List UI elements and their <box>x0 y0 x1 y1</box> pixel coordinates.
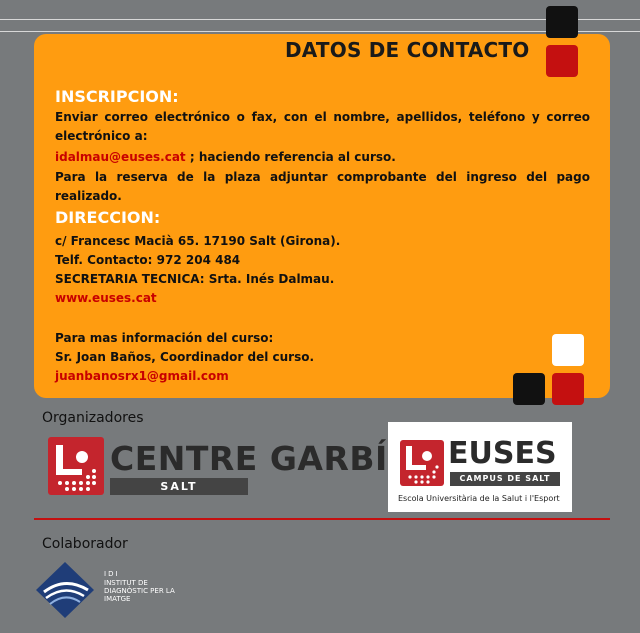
inscripcion-email-link[interactable]: idalmau@euses.cat <box>55 150 186 164</box>
idi-logo-description: INSTITUT DE DIAGNÒSTIC PER LA IMATGE <box>104 579 175 603</box>
direccion-heading: DIRECCION: <box>55 208 161 227</box>
decor-square-white <box>552 334 584 366</box>
inscripcion-email-suffix: ; haciendo referencia al curso. <box>185 150 396 164</box>
direccion-address: c/ Francesc Macià 65. 17190 Salt (Girona). <box>55 234 341 248</box>
euses-logo-mark <box>400 440 444 486</box>
centre-garbi-logo <box>48 437 388 497</box>
garbi-logo-mark <box>48 437 104 495</box>
decor-square-black-top <box>546 6 578 38</box>
euses-logo-subtitle: CAMPUS DE SALT <box>450 472 560 486</box>
inscripcion-heading: INSCRIPCION: <box>55 87 179 106</box>
info-line-1: Para mas información del curso: <box>55 331 274 345</box>
euses-logo-caption: Escola Universitària de la Salut i l'Esport <box>398 494 560 503</box>
direccion-web-link[interactable]: www.euses.cat <box>55 291 157 305</box>
info-email-link[interactable]: juanbanosrx1@gmail.com <box>55 369 229 383</box>
decor-square-red-bottom <box>552 373 584 405</box>
inscripcion-reserva-text: Para la reserva de la plaza adjuntar comprobante del ingreso del pago realizado. <box>55 170 590 203</box>
direccion-secretaria: SECRETARIA TECNICA: Srta. Inés Dalmau. <box>55 272 335 286</box>
top-rule-2 <box>0 31 640 32</box>
decor-square-red-top <box>546 45 578 77</box>
garbi-logo-subtitle: SALT <box>110 478 248 495</box>
organizadores-label: Organizadores <box>42 410 144 426</box>
idi-logo <box>34 560 184 620</box>
section-divider <box>34 518 610 520</box>
info-line-2: Sr. Joan Baños, Coordinador del curso. <box>55 350 315 364</box>
colaborador-label: Colaborador <box>42 536 128 552</box>
garbi-logo-name: CENTRE GARBÍ <box>110 439 388 478</box>
idi-logo-mark <box>34 560 96 620</box>
decor-square-black-bottom <box>513 373 545 405</box>
inscripcion-email-line <box>55 150 396 164</box>
inscripcion-text: Enviar correo electrónico o fax, con el nombre, apellidos, teléfono y correo electrónico a: <box>55 110 590 143</box>
idi-logo-name: IDI <box>104 570 120 578</box>
direccion-phone: Telf. Contacto: 972 204 484 <box>55 253 241 267</box>
page-title: DATOS DE CONTACTO <box>285 38 530 62</box>
top-rule-1 <box>0 19 640 20</box>
euses-logo <box>388 422 572 512</box>
euses-logo-name: EUSES <box>448 436 557 471</box>
